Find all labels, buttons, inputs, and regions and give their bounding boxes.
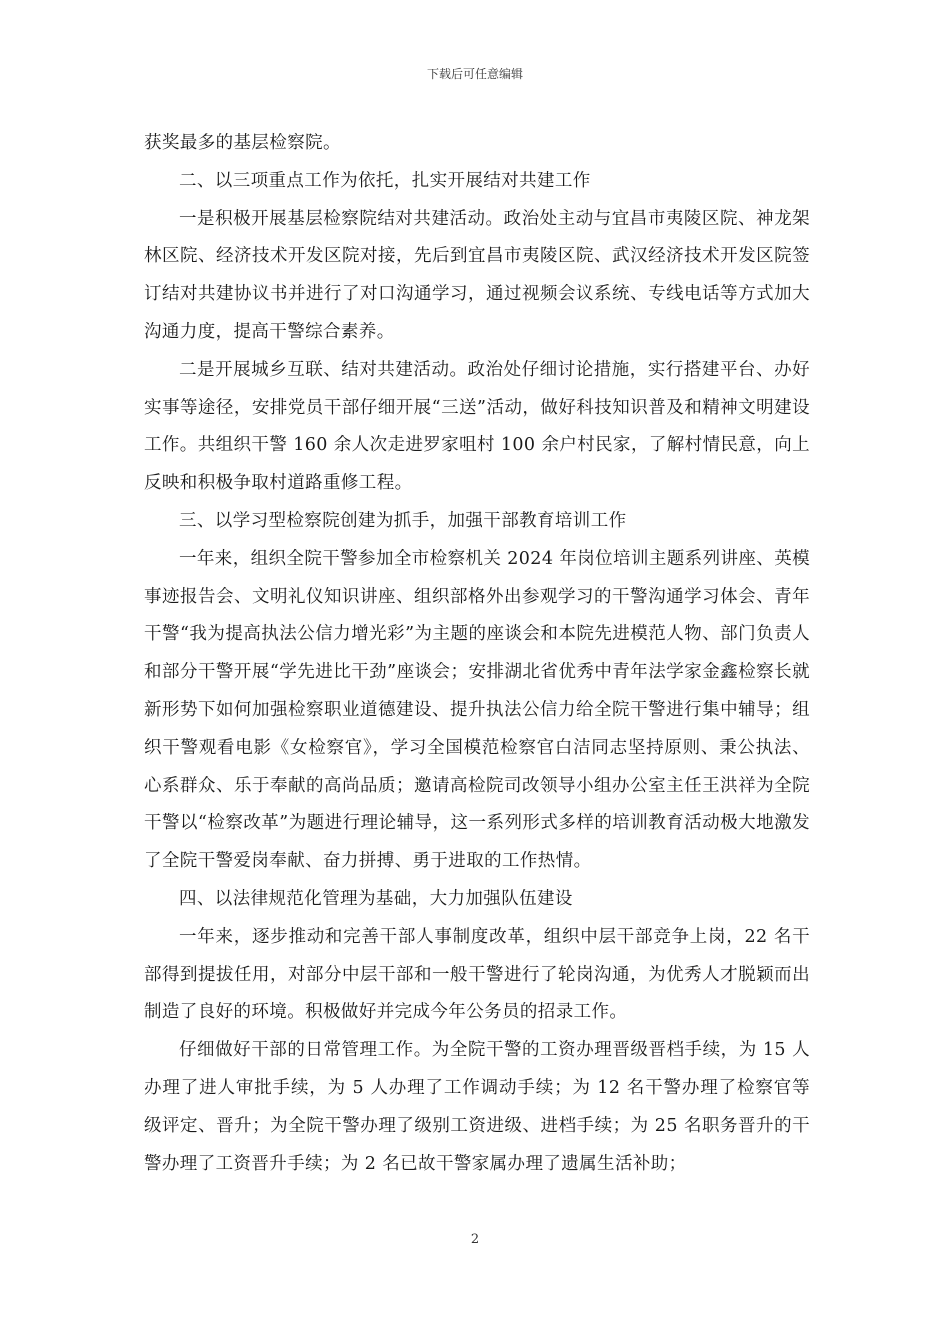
paragraph-1: 获奖最多的基层检察院。 — [144, 133, 341, 153]
paragraph-4: 二是开展城乡互联、结对共建活动。政治处仔细讨论措施，实行搭建平台、办好实事等途径，安排党员干部仔细开展“三送”活动，做好科技知识普及和精神文明建设工作。共组织干警 160 余人次走进罗家咀村 100 余户村民家，了解村情民意，向上反映和积极争取村道路重修工程。 — [144, 359, 810, 494]
section-heading-4: 四、以法律规范化管理为基础，大力加强队伍建设 — [179, 888, 573, 909]
section-heading-2: 二、以三项重点工作为依托，扎实开展结对共建工作 — [179, 170, 591, 191]
paragraph-3: 一是积极开展基层检察院结对共建活动。政治处主动与宜昌市夷陵区院、神龙架林区院、经济技术开发区院对接，先后到宜昌市夷陵区院、武汉经济技术开发区院签订结对共建协议书并进行了对口沟通学习，通过视频会议系统、专线电话等方式加大沟通力度，提高干警综合素养。 — [144, 208, 810, 342]
paragraph-8: 一年来，逐步推动和完善干部人事制度改革，组织中层干部竞争上岗，22 名干部得到提拔任用，对部分中层干部和一般干警进行了轮岗沟通，为优秀人才脱颖而出制造了良好的环境。积极做好并完成今年公务员的招录工作。 — [144, 926, 810, 1023]
page-header: 下载后可任意编辑 — [426, 67, 523, 81]
paragraph-6: 一年来，组织全院干警参加全市检察机关 2024 年岗位培训主题系列讲座、英模事迹报告会、文明礼仪知识讲座、组织部格外出参观学习的干警沟通学习体会、青年干警“我为提高执法公信力增光彩”为主题的座谈会和本院先进模范人物、部门负责人和部分干警开展“学先进比干劲”座谈会；安排湖北省优秀中青年法学家金鑫检察长就新形势下如何加强检察职业道德建设、提升执法公信力给全院干警进行集中辅导；组织干警观看电影《女检察官》，学习全国模范检察官白洁同志坚持原则、秉公执法、心系群众、乐于奉献的高尚品质；邀请高检院司改领导小组办公室主任王洪祥为全院干警以“检察改革”为题进行理论辅导，这一系列形式多样的培训教育活动极大地激发了全院干警爱岗奉献、奋力拼搏、勇于进取的工作热情。 — [144, 548, 810, 872]
document-body — [144, 125, 810, 1183]
page-number: 2 — [470, 1232, 480, 1247]
paragraph-9: 仔细做好干部的日常管理工作。为全院干警的工资办理晋级晋档手续，为 15 人办理了进人审批手续，为 5 人办理了工作调动手续；为 12 名干警办理了检察官等级评定、晋升；为全院干警办理了级别工资进级、进档手续；为 25 名职务晋升的干警办理了工资晋升手续；为 2 名已故干警家属办理了遗属生活补助； — [144, 1040, 810, 1174]
section-heading-3: 三、以学习型检察院创建为抓手，加强干部教育培训工作 — [179, 510, 627, 531]
